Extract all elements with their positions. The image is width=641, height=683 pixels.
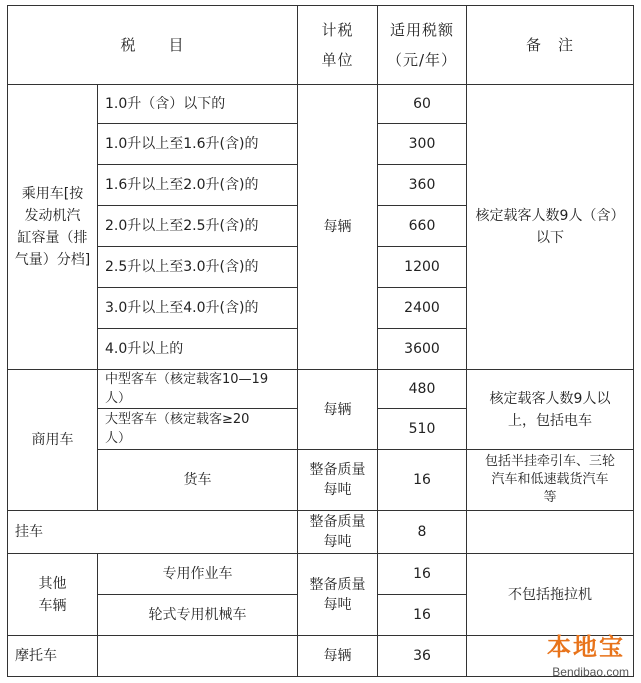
- rule: [633, 5, 634, 677]
- header-item: 税 目: [120, 36, 185, 54]
- other-note: 不包括拖拉机: [508, 586, 592, 603]
- passenger-item: 3.0升以上至4.0升(含)的: [105, 300, 259, 316]
- passenger-category: 乘用车[按 发动机汽 缸容量（排 气量）分档]: [14, 186, 91, 268]
- truck-item: 货车: [183, 472, 212, 488]
- watermark-url: Bendibao.com: [552, 665, 629, 679]
- passenger-rate: 3600: [404, 341, 440, 357]
- passenger-rate: 360: [408, 177, 436, 193]
- passenger-item: 1.0升以上至1.6升(含)的: [105, 136, 259, 152]
- passenger-item: 2.5升以上至3.0升(含)的: [105, 259, 259, 275]
- passenger-rate: 660: [408, 218, 436, 234]
- passenger-item: 1.0升（含）以下的: [105, 96, 226, 112]
- passenger-item: 1.6升以上至2.0升(含)的: [105, 177, 259, 193]
- passenger-rate: 300: [408, 136, 436, 152]
- passenger-rate: 1200: [404, 259, 440, 275]
- bus-note: 核定载客人数9人以 上，包括电车: [489, 390, 611, 429]
- trailer-category: 挂车: [15, 524, 43, 540]
- other-item: 专用作业车: [162, 566, 233, 582]
- medium-bus-rate: 480: [408, 381, 436, 397]
- trailer-rate: 8: [417, 524, 427, 540]
- passenger-unit: 每辆: [323, 219, 352, 235]
- medium-bus-item: 中型客车（核定载客10—19 人）: [105, 372, 269, 406]
- large-bus-rate: 510: [408, 421, 436, 437]
- watermark-brand: 本地宝: [547, 633, 625, 661]
- trailer-unit: 整备质量 每吨: [309, 514, 366, 550]
- truck-note: 包括半挂牵引车、三轮 汽车和低速载货汽车 等: [484, 454, 615, 505]
- passenger-item: 2.0升以上至2.5升(含)的: [105, 218, 259, 234]
- other-rate: 16: [413, 607, 431, 623]
- bus-unit: 每辆: [323, 401, 352, 418]
- large-bus-item: 大型客车（核定载客≥20 人）: [105, 412, 250, 446]
- motorcycle-category: 摩托车: [15, 648, 57, 664]
- other-rate: 16: [413, 566, 431, 582]
- header-rate: 适用税额 （元/年）: [386, 21, 458, 69]
- passenger-rate: 2400: [404, 300, 440, 316]
- passenger-note: 核定载客人数9人（含） 以下: [475, 208, 625, 246]
- other-item: 轮式专用机械车: [148, 607, 247, 623]
- passenger-item: 4.0升以上的: [105, 341, 184, 357]
- other-unit: 整备质量 每吨: [309, 576, 366, 613]
- truck-unit: 整备质量 每吨: [309, 462, 366, 498]
- passenger-rate: 60: [413, 96, 431, 112]
- header-note: 备 注: [525, 36, 574, 54]
- watermark: [505, 627, 635, 679]
- motorcycle-unit: 每辆: [323, 648, 352, 664]
- commercial-category: 商用车: [31, 432, 74, 448]
- truck-rate: 16: [413, 472, 431, 488]
- header-unit: 计税 单位: [321, 21, 354, 69]
- motorcycle-rate: 36: [413, 648, 431, 664]
- other-category: 其他 车辆: [38, 575, 67, 614]
